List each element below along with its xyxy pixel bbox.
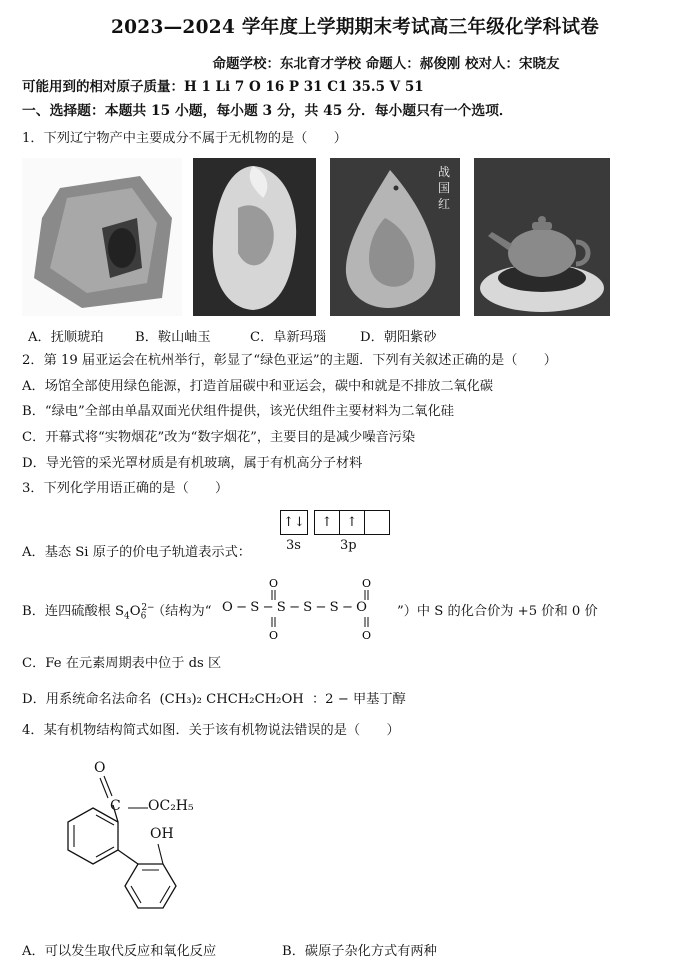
q4-stem: 4．某有机物结构简式如图．关于该有机物说法错误的是（ ） [22, 723, 400, 738]
q1-option-b: B．鞍山岫玉 [135, 330, 211, 345]
q2-option-b: B．“绿电”全部由单晶双面光伏组件提供，该光伏组件主要材料为二氧化硅 [22, 404, 454, 419]
orbital-box-3s: ↑↓ [280, 510, 308, 535]
teapot-photo [474, 158, 610, 316]
svg-text:O: O [362, 629, 372, 640]
orbital-box-3p-1: ↑ [314, 510, 340, 535]
q1-stem: 1．下列辽宁物产中主要成分不属于无机物的是（ ） [22, 131, 347, 146]
q2-stem: 2．第 19 届亚运会在杭州举行，彰显了“绿色亚运”的主题．下列有关叙述正确的是（ ） [22, 353, 557, 368]
atom-label-carbon: C [110, 798, 121, 814]
q3-option-d: D．用系统命名法命名 (CH₃)₂ CHCH₂CH₂OH ：2 − 甲基丁醇 [22, 692, 406, 707]
q1-option-a: A．抚顺琥珀 [28, 330, 104, 345]
q3-option-b: B．连四硫酸根 $S_4O_6^{2-}$ （结构为“ O − S − S − S − S − O O O O O ”）中 S 的化合价为 +5 价和 0 价 [22, 577, 598, 640]
orbital-label-3p: 3p [340, 538, 357, 553]
q4-option-a: A．可以发生取代反应和氧化反应 [22, 944, 217, 959]
orbital-box-3p-2: ↑ [339, 510, 365, 535]
q1-option-d: D．朝阳紫砂 [360, 330, 437, 345]
structure-double-bonds [222, 576, 422, 640]
svg-text:O: O [269, 629, 279, 640]
agate-inscription: 战国红 [438, 165, 451, 211]
exam-title: 2023—2024 学年度上学期期末考试高三年级化学科试卷 [110, 17, 600, 38]
exam-byline: 命题学校：东北育才学校 命题人：郝俊刚 校对人：宋晓友 [212, 56, 560, 72]
q3-stem: 3．下列化学用语正确的是（ ） [22, 481, 229, 496]
q2-option-c: C．开幕式将“实物烟花”改为“数字烟花”，主要目的是减少噪音污染 [22, 430, 416, 445]
q1-option-c: C．阜新玛瑙 [250, 330, 327, 345]
section-heading: 一、选择题：本题共 15 小题，每小题 3 分，共 45 分．每小题只有一个选项． [22, 103, 513, 119]
tetrathionate-structure: O − S − S − S − S − O [222, 600, 367, 615]
biphenyl-ester-structure [38, 760, 238, 930]
q4-option-b: B．碳原子杂化方式有两种 [282, 944, 437, 959]
q2-option-d: D．导光管的采光罩材质是有机玻璃，属于有机高分子材料 [22, 456, 363, 471]
agate-photo [330, 158, 460, 316]
group-label-hydroxyl: OH [150, 826, 174, 842]
svg-text:O: O [362, 577, 372, 590]
orbital-diagram [280, 510, 392, 558]
amber-photo [22, 158, 182, 316]
group-label-ester: OC₂H₅ [148, 798, 194, 814]
atomic-masses: 可能用到的相对原子质量：H 1 Li 7 O 16 P 31 C1 35.5 V 51 [22, 79, 424, 95]
orbital-label-3s: 3s [286, 538, 301, 553]
q2-option-a: A．场馆全部使用绿色能源，打造首届碳中和亚运会，碳中和就是不排放二氧化碳 [22, 379, 494, 394]
orbital-box-3p-3 [364, 510, 390, 535]
svg-text:O: O [269, 577, 279, 590]
atom-label-carbonyl-o: O [94, 760, 106, 776]
q3-option-a: A．基态 Si 原子的价电子轨道表示式： [22, 545, 251, 560]
q3-option-c: C．Fe 在元素周期表中位于 ds 区 [22, 656, 222, 671]
jade-photo [193, 158, 316, 316]
